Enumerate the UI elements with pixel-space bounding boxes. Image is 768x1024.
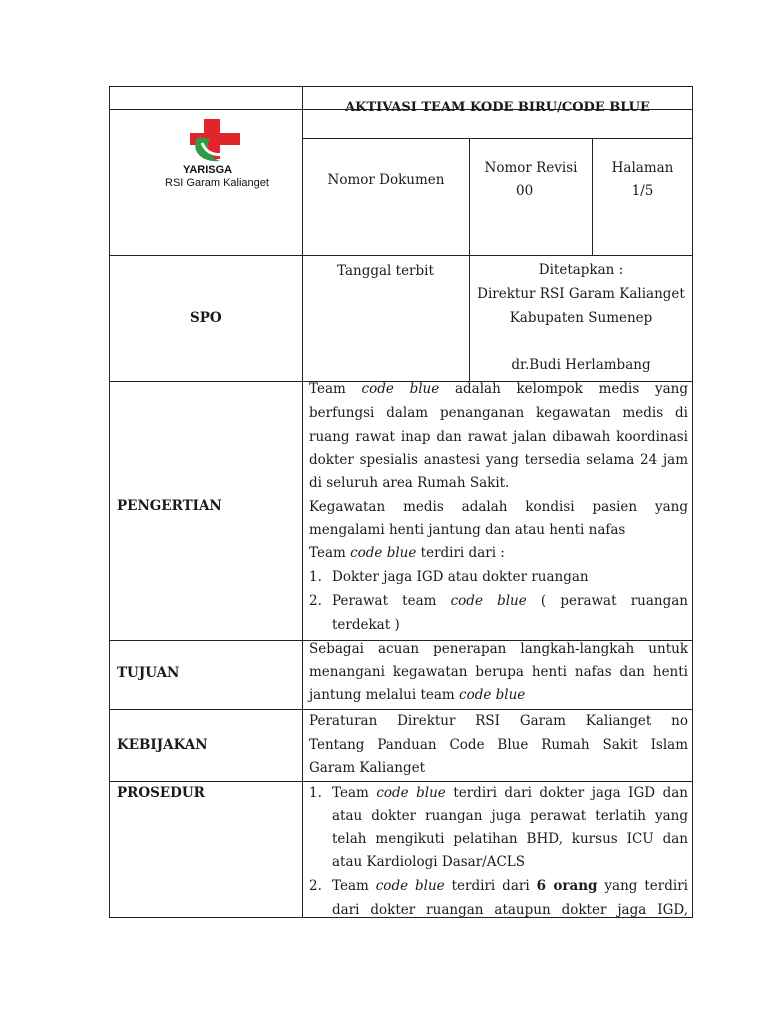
prosedur-number-2: 2.	[309, 878, 322, 894]
pengertian-list-item-2-cont: terdekat )	[332, 617, 400, 633]
pengertian-line-4: dokter spesialis anastesi yang tersedia selama 24 jam	[309, 452, 688, 468]
kebijakan-line-1: Peraturan Direktur RSI Garam Kalianget no	[309, 713, 688, 729]
pengertian-line-6: Kegawatan medis adalah kondisi pasien yang	[309, 499, 688, 515]
tujuan-line-1: Sebagai acuan penerapan langkah-langkah untuk	[309, 641, 688, 657]
table-border-right	[692, 86, 693, 918]
pengertian-line-2: berfungsi dalam penanganan kegawatan medis di	[309, 405, 688, 421]
spo-label: SPO	[190, 310, 222, 326]
ditetapkan-line-3: Kabupaten Sumenep	[509, 310, 653, 326]
nomor-revisi-label: Nomor Revisi	[484, 160, 578, 176]
red-cross-icon	[180, 115, 252, 167]
pengertian-line-3: ruang rawat inap dan rawat jalan dibawah koordinasi	[309, 429, 688, 445]
tanggal-terbit-label: Tanggal terbit	[337, 263, 434, 279]
logo-row-bottom	[109, 255, 693, 256]
prosedur-number-1: 1.	[309, 785, 322, 801]
signatory-name: dr.Budi Herlambang	[511, 357, 651, 373]
tujuan-line-3: jantung melalui team code blue	[309, 687, 526, 703]
pengertian-line-8: Team code blue terdiri dari :	[309, 545, 505, 561]
tujuan-line-2: menangani kegawatan berupa henti nafas dan henti	[309, 664, 688, 680]
table-border-left	[109, 86, 110, 918]
prosedur-item-2-line-2: dari dokter ruangan ataupun dokter jaga IGD,	[332, 902, 688, 918]
prosedur-item-2-line-1: Team code blue terdiri dari 6 orang yang terdiri	[332, 878, 688, 894]
prosedur-item-1-line-3: telah mengikuti pelatihan BHD, kursus ICU dan	[332, 831, 688, 847]
nomor-dokumen-label: Nomor Dokumen	[327, 172, 445, 188]
pengertian-line-1: Team code blue adalah kelompok medis yang	[309, 381, 689, 397]
pengertian-line-7: mengalami henti jantung dan atau henti nafas	[309, 522, 626, 538]
ditetapkan-line-2: Direktur RSI Garam Kalianget	[477, 286, 685, 302]
pengertian-list-item-1: Dokter jaga IGD atau dokter ruangan	[332, 569, 589, 585]
halaman-label: Halaman	[611, 160, 674, 176]
label-column-divider	[302, 86, 303, 918]
prosedur-label: PROSEDUR	[117, 785, 205, 801]
prosedur-item-1-line-2: atau dokter ruangan juga perawat terlatih yang	[332, 808, 688, 824]
kebijakan-line-3: Garam Kalianget	[309, 760, 425, 776]
pengertian-label: PENGERTIAN	[117, 498, 222, 514]
pengertian-line-5: di seluruh area Rumah Sakit.	[309, 475, 510, 491]
halaman-value: 1/5	[631, 183, 654, 199]
document-title: AKTIVASI TEAM KODE BIRU/CODE BLUE	[345, 100, 650, 115]
pengertian-list-number-1: 1.	[309, 569, 322, 585]
logo-hospital-name: RSI Garam Kalianget	[165, 177, 269, 189]
prosedur-item-1-line-1: Team code blue terdiri dari dokter jaga IGD dan	[332, 785, 688, 801]
logo-org-name: YARISGA	[183, 164, 233, 176]
nomor-revisi-value: 00	[516, 183, 534, 199]
prosedur-item-1-line-4: atau Kardiologi Dasar/ACLS	[332, 854, 526, 870]
pengertian-list-number-2: 2.	[309, 593, 322, 609]
kebijakan-line-2: Tentang Panduan Code Blue Rumah Sakit Islam	[309, 737, 688, 753]
meta-row-divider	[302, 138, 693, 139]
table-border-top	[109, 86, 693, 87]
ditetapkan-line-1: Ditetapkan :	[538, 262, 624, 278]
pengertian-list-item-2: Perawat team code blue ( perawat ruangan	[332, 593, 688, 609]
kebijakan-label: KEBIJAKAN	[117, 737, 208, 753]
tujuan-label: TUJUAN	[117, 665, 180, 681]
